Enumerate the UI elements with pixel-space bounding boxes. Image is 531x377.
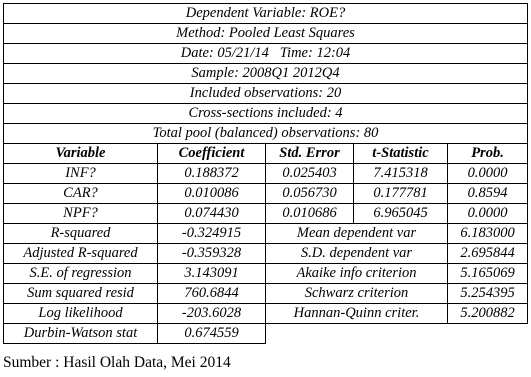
coefficient-cell: 0.074430 bbox=[158, 204, 266, 224]
prob-cell: 0.8594 bbox=[448, 184, 528, 204]
stat-row-durbin-watson bbox=[4, 324, 528, 344]
coefficient-cell: 0.010086 bbox=[158, 184, 266, 204]
stat-label-cell: Hannan-Quinn criter. bbox=[266, 304, 448, 324]
stat-value-cell: 2.695844 bbox=[448, 244, 528, 264]
variable-cell: CAR? bbox=[4, 184, 158, 204]
column-header-variable: Variable bbox=[4, 144, 158, 164]
stat-value-cell: -203.6028 bbox=[158, 304, 266, 324]
prob-cell: 0.0000 bbox=[448, 204, 528, 224]
stat-value-cell: 6.183000 bbox=[448, 224, 528, 244]
header-row-date bbox=[4, 44, 528, 64]
stat-row-log-likelihood bbox=[4, 304, 528, 324]
stat-label-cell: Akaike info criterion bbox=[266, 264, 448, 284]
stat-row-r-squared bbox=[4, 224, 528, 244]
stat-value-cell: 5.200882 bbox=[448, 304, 528, 324]
header-row-total-pool bbox=[4, 124, 528, 144]
header-line: Included observations: 20 bbox=[4, 84, 528, 104]
stat-label-cell: Durbin-Watson stat bbox=[4, 324, 158, 344]
column-header-prob: Prob. bbox=[448, 144, 528, 164]
stat-value-cell: 0.674559 bbox=[158, 324, 266, 344]
column-header-coefficient: Coefficient bbox=[158, 144, 266, 164]
coefficient-row-car bbox=[4, 184, 528, 204]
regression-output-table bbox=[3, 3, 528, 344]
stat-value-cell: 5.254395 bbox=[448, 284, 528, 304]
column-header-t-statistic: t-Statistic bbox=[354, 144, 448, 164]
stat-label-cell: Log likelihood bbox=[4, 304, 158, 324]
stat-label-cell: Sum squared resid bbox=[4, 284, 158, 304]
header-line: Method: Pooled Least Squares bbox=[4, 24, 528, 44]
t-statistic-cell: 6.965045 bbox=[354, 204, 448, 224]
column-header-row bbox=[4, 144, 528, 164]
header-row-sample bbox=[4, 64, 528, 84]
stat-value-cell: 760.6844 bbox=[158, 284, 266, 304]
header-row-dependent-variable bbox=[4, 4, 528, 24]
coefficient-cell: 0.188372 bbox=[158, 164, 266, 184]
stat-value-cell: 5.165069 bbox=[448, 264, 528, 284]
variable-cell: NPF? bbox=[4, 204, 158, 224]
coefficient-row-inf bbox=[4, 164, 528, 184]
column-header-std-error: Std. Error bbox=[266, 144, 354, 164]
header-line: Dependent Variable: ROE? bbox=[4, 4, 528, 24]
t-statistic-cell: 7.415318 bbox=[354, 164, 448, 184]
std-error-cell: 0.025403 bbox=[266, 164, 354, 184]
std-error-cell: 0.056730 bbox=[266, 184, 354, 204]
coefficient-row-npf bbox=[4, 204, 528, 224]
header-row-included-observations bbox=[4, 84, 528, 104]
stat-row-adjusted-r-squared bbox=[4, 244, 528, 264]
stat-value-cell: -0.359328 bbox=[158, 244, 266, 264]
source-note: Sumber : Hasil Olah Data, Mei 2014 bbox=[3, 354, 231, 371]
variable-cell: INF? bbox=[4, 164, 158, 184]
header-line: Total pool (balanced) observations: 80 bbox=[4, 124, 528, 144]
stat-label-cell: Adjusted R-squared bbox=[4, 244, 158, 264]
empty-cell bbox=[266, 324, 528, 344]
stat-label-cell: Schwarz criterion bbox=[266, 284, 448, 304]
header-line: Sample: 2008Q1 2012Q4 bbox=[4, 64, 528, 84]
stat-label-cell: Mean dependent var bbox=[266, 224, 448, 244]
header-row-method bbox=[4, 24, 528, 44]
prob-cell: 0.0000 bbox=[448, 164, 528, 184]
stat-value-cell: 3.143091 bbox=[158, 264, 266, 284]
stat-row-se-of-regression bbox=[4, 264, 528, 284]
stat-label-cell: S.D. dependent var bbox=[266, 244, 448, 264]
header-row-cross-sections bbox=[4, 104, 528, 124]
stat-label-cell: S.E. of regression bbox=[4, 264, 158, 284]
stat-value-cell: -0.324915 bbox=[158, 224, 266, 244]
t-statistic-cell: 0.177781 bbox=[354, 184, 448, 204]
stat-label-cell: R-squared bbox=[4, 224, 158, 244]
stat-row-sum-squared-resid bbox=[4, 284, 528, 304]
std-error-cell: 0.010686 bbox=[266, 204, 354, 224]
header-line: Cross-sections included: 4 bbox=[4, 104, 528, 124]
header-line: Date: 05/21/14 Time: 12:04 bbox=[4, 44, 528, 64]
